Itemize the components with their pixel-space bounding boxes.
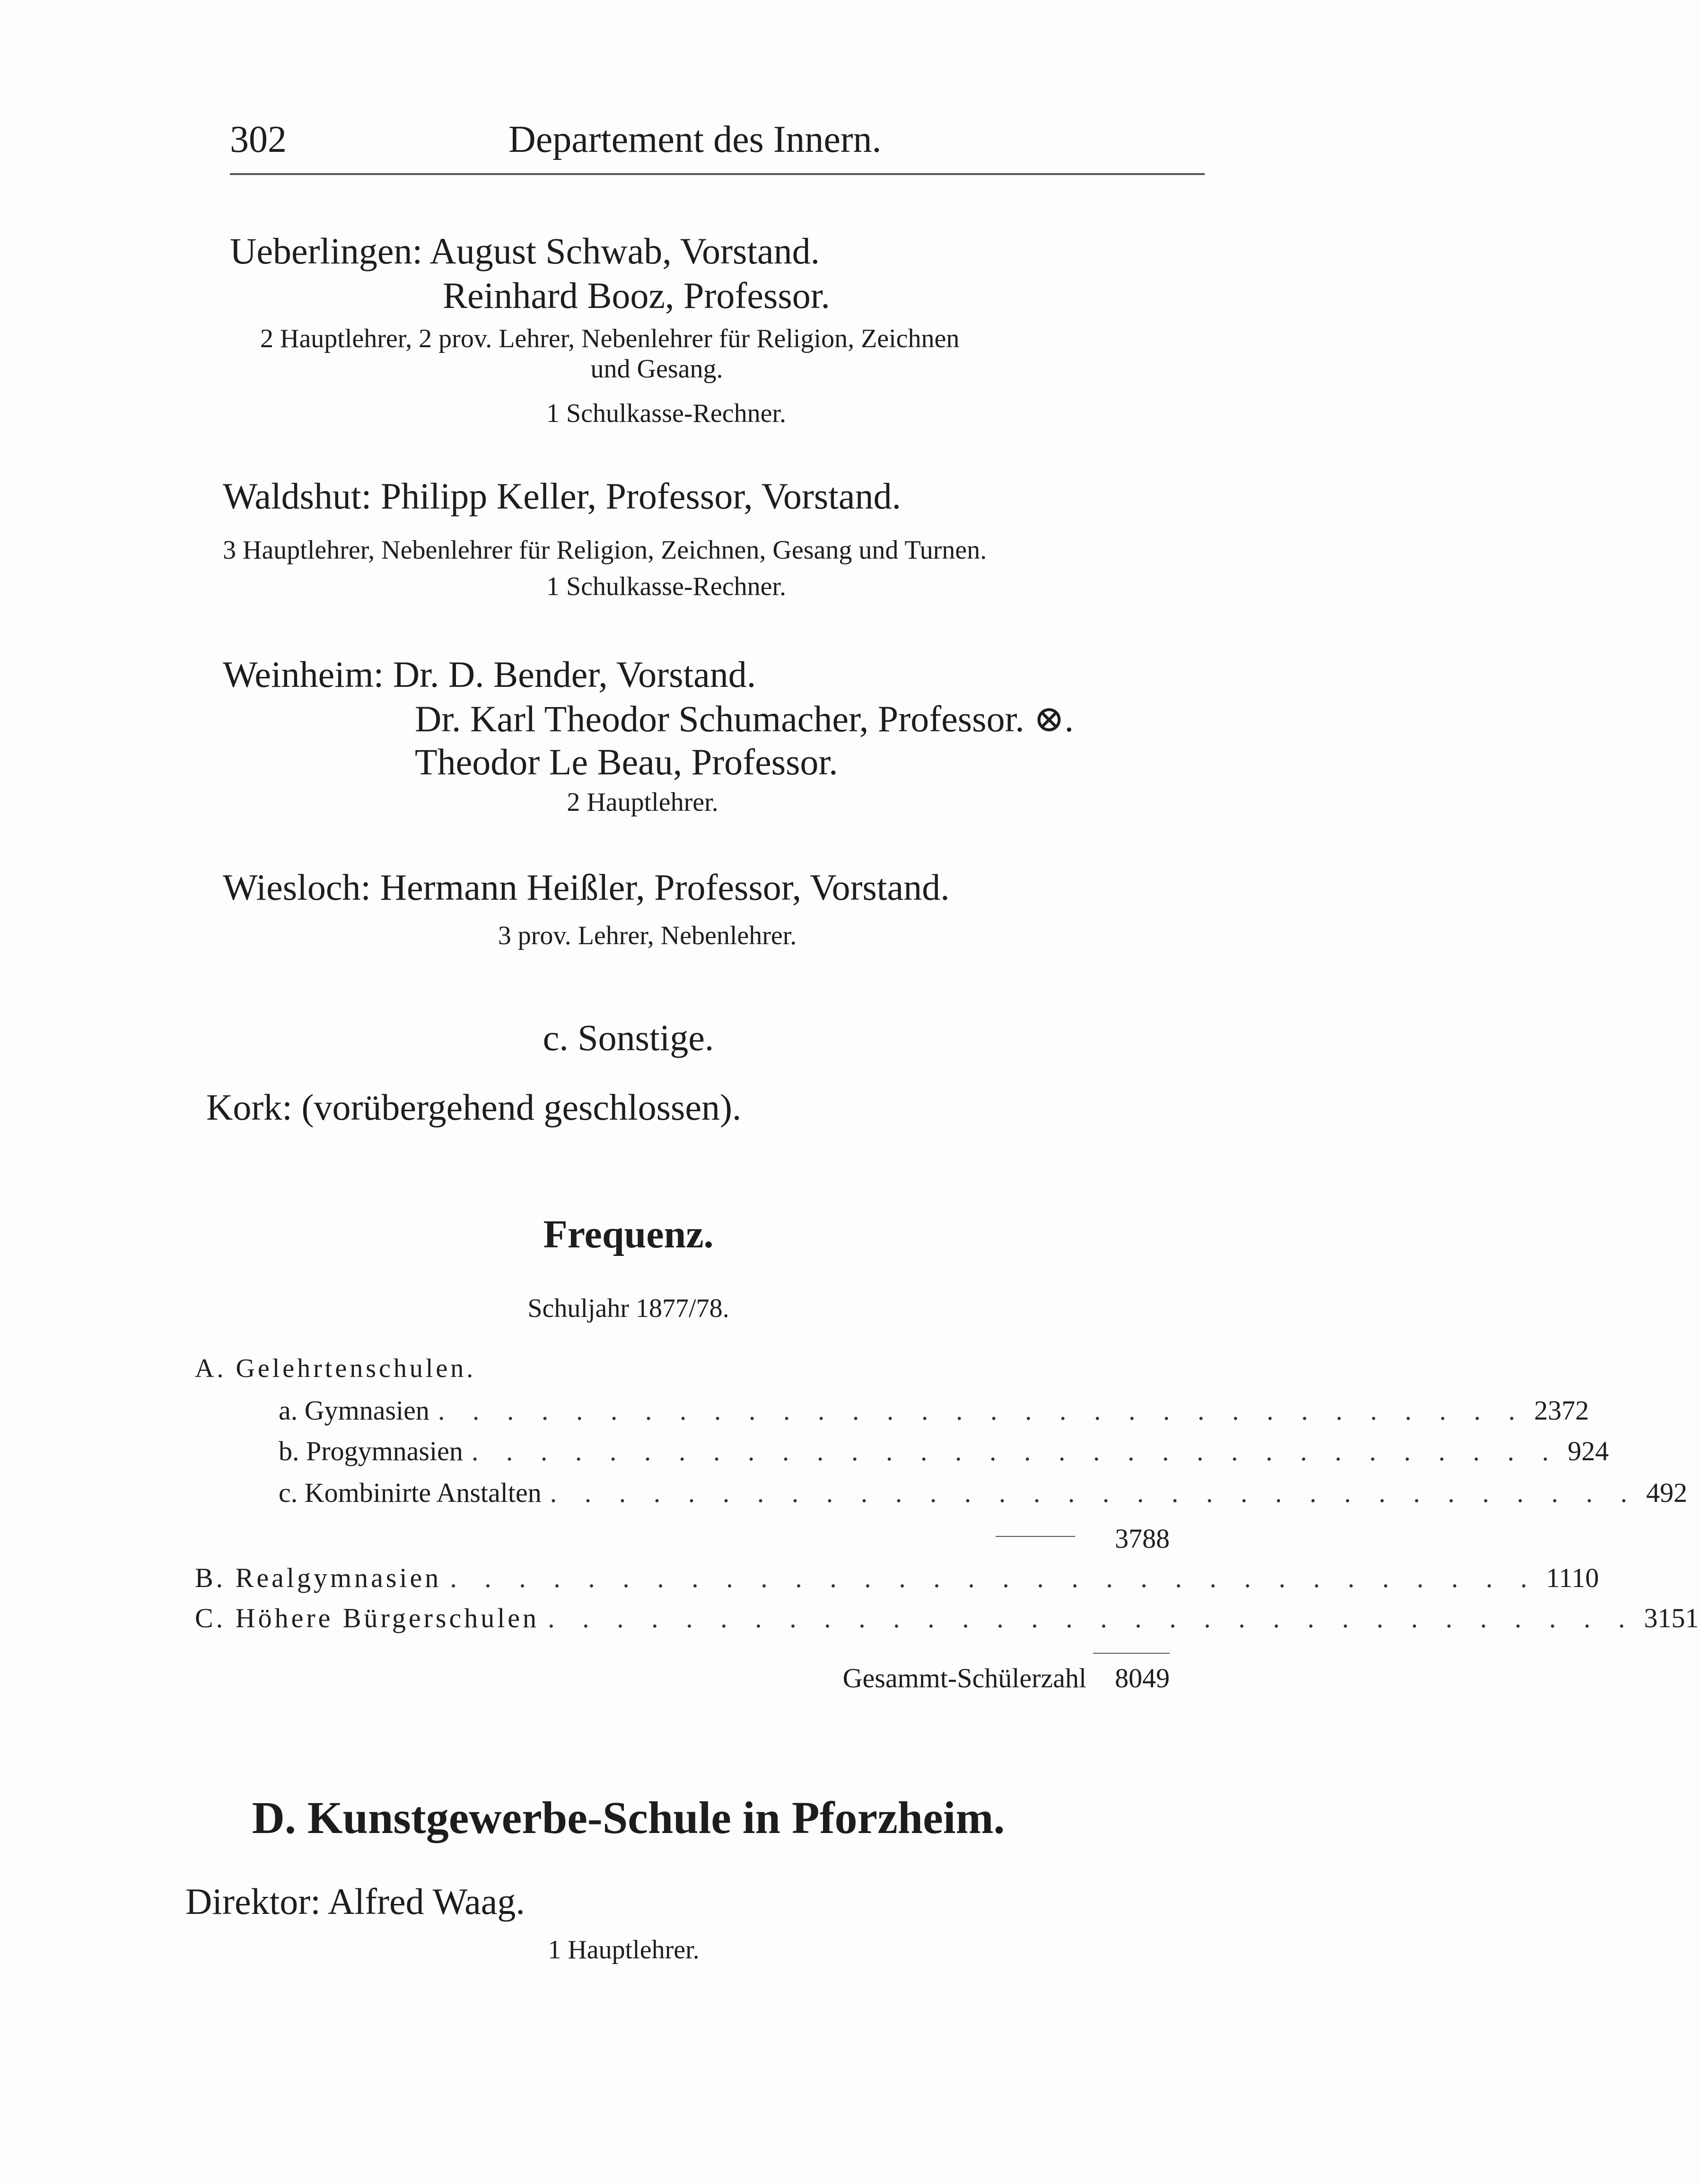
extra-line: 1 Schulkasse-Rechner. bbox=[546, 399, 786, 428]
header-rule bbox=[230, 173, 1205, 175]
table-row bbox=[279, 1477, 1688, 1508]
dot-leader: . . . . . . . . . . . . . . . . . . . . . . . . . . . . . . . . bbox=[550, 1477, 1638, 1508]
staff-line-cont: und Gesang. bbox=[590, 354, 723, 384]
table-row bbox=[195, 1562, 1599, 1593]
row-label: b. Progymnasien bbox=[279, 1436, 463, 1466]
dot-leader: . . . . . . . . . . . . . . . . . . . . . . . . . . . . . . . . bbox=[548, 1603, 1636, 1633]
total-rule bbox=[1093, 1653, 1170, 1654]
total-row bbox=[709, 1665, 1170, 1692]
place-name: Wiesloch: bbox=[223, 867, 371, 908]
person: Reinhard Booz, Professor. bbox=[443, 275, 830, 316]
staff-line: 3 Hauptlehrer, Nebenlehrer für Religion, Zeichnen, Gesang und Turnen. bbox=[223, 535, 987, 565]
entry-weinheim bbox=[223, 656, 756, 693]
staff-line: 2 Hauptlehrer, 2 prov. Lehrer, Nebenlehrer für Religion, Zeichnen bbox=[260, 324, 960, 353]
total-value: 8049 bbox=[1115, 1663, 1170, 1693]
group-a-heading: A. Gelehrtenschulen. bbox=[195, 1354, 476, 1383]
table-row bbox=[279, 1395, 1589, 1426]
running-header: Departement des Innern. bbox=[508, 119, 882, 160]
place-name: Waldshut: bbox=[223, 475, 372, 517]
staff-line: 2 Hauptlehrer. bbox=[567, 788, 718, 817]
frequenz-heading: Frequenz. bbox=[543, 1212, 714, 1256]
total-label: Gesammt-Schülerzahl bbox=[842, 1663, 1086, 1693]
staff-line: 3 prov. Lehrer, Nebenlehrer. bbox=[498, 921, 797, 950]
row-value: 492 bbox=[1646, 1477, 1688, 1508]
kork-entry: Kork: (vorübergehend geschlossen). bbox=[206, 1087, 742, 1128]
page-number: 302 bbox=[230, 119, 287, 160]
place-name: Ueberlingen: bbox=[230, 230, 423, 272]
row-value: 924 bbox=[1568, 1436, 1609, 1466]
person: Dr. D. Bender, Vorstand. bbox=[393, 654, 756, 695]
row-label: a. Gymnasien bbox=[279, 1395, 429, 1426]
row-value: 2372 bbox=[1534, 1395, 1589, 1426]
person: Dr. Karl Theodor Schumacher, Professor. ⊗. bbox=[415, 698, 1074, 739]
dot-leader: . . . . . . . . . . . . . . . . . . . . . . . . . . . . . . . . bbox=[450, 1562, 1538, 1593]
extra-line: 1 Schulkasse-Rechner. bbox=[546, 572, 786, 601]
table-row bbox=[195, 1603, 1699, 1633]
person: August Schwab, Vorstand. bbox=[429, 230, 820, 272]
row-label: c. Kombinirte Anstalten bbox=[279, 1477, 542, 1508]
row-label: C. Höhere Bürgerschulen bbox=[195, 1603, 540, 1633]
school-year: Schuljahr 1877/78. bbox=[527, 1294, 729, 1323]
entry-ueberlingen bbox=[230, 230, 820, 272]
person: Philipp Keller, Professor, Vorstand. bbox=[380, 475, 902, 517]
section-d-heading: D. Kunstgewerbe-Schule in Pforzheim. bbox=[252, 1792, 1005, 1843]
dot-leader: . . . . . . . . . . . . . . . . . . . . . . . . . . . . . . . . bbox=[438, 1395, 1526, 1426]
row-label: B. Realgymnasien bbox=[195, 1562, 442, 1593]
staff-line: 1 Hauptlehrer. bbox=[548, 1935, 700, 1965]
section-heading: c. Sonstige. bbox=[543, 1017, 714, 1058]
dot-leader: . . . . . . . . . . . . . . . . . . . . . . . . . . . . . . . . bbox=[471, 1436, 1559, 1466]
place-name: Weinheim: bbox=[223, 654, 384, 695]
subtotal-row bbox=[1041, 1525, 1170, 1552]
row-value: 1110 bbox=[1546, 1562, 1599, 1593]
row-value: 3151 bbox=[1644, 1603, 1699, 1633]
entry-wiesloch bbox=[223, 869, 950, 906]
table-row bbox=[279, 1436, 1609, 1466]
subtotal-value: 3788 bbox=[1115, 1523, 1170, 1554]
person: Theodor Le Beau, Professor. bbox=[415, 741, 838, 782]
entry-waldshut bbox=[223, 475, 902, 517]
person: Hermann Heißler, Professor, Vorstand. bbox=[380, 867, 950, 908]
director-line: Direktor: Alfred Waag. bbox=[185, 1881, 525, 1922]
